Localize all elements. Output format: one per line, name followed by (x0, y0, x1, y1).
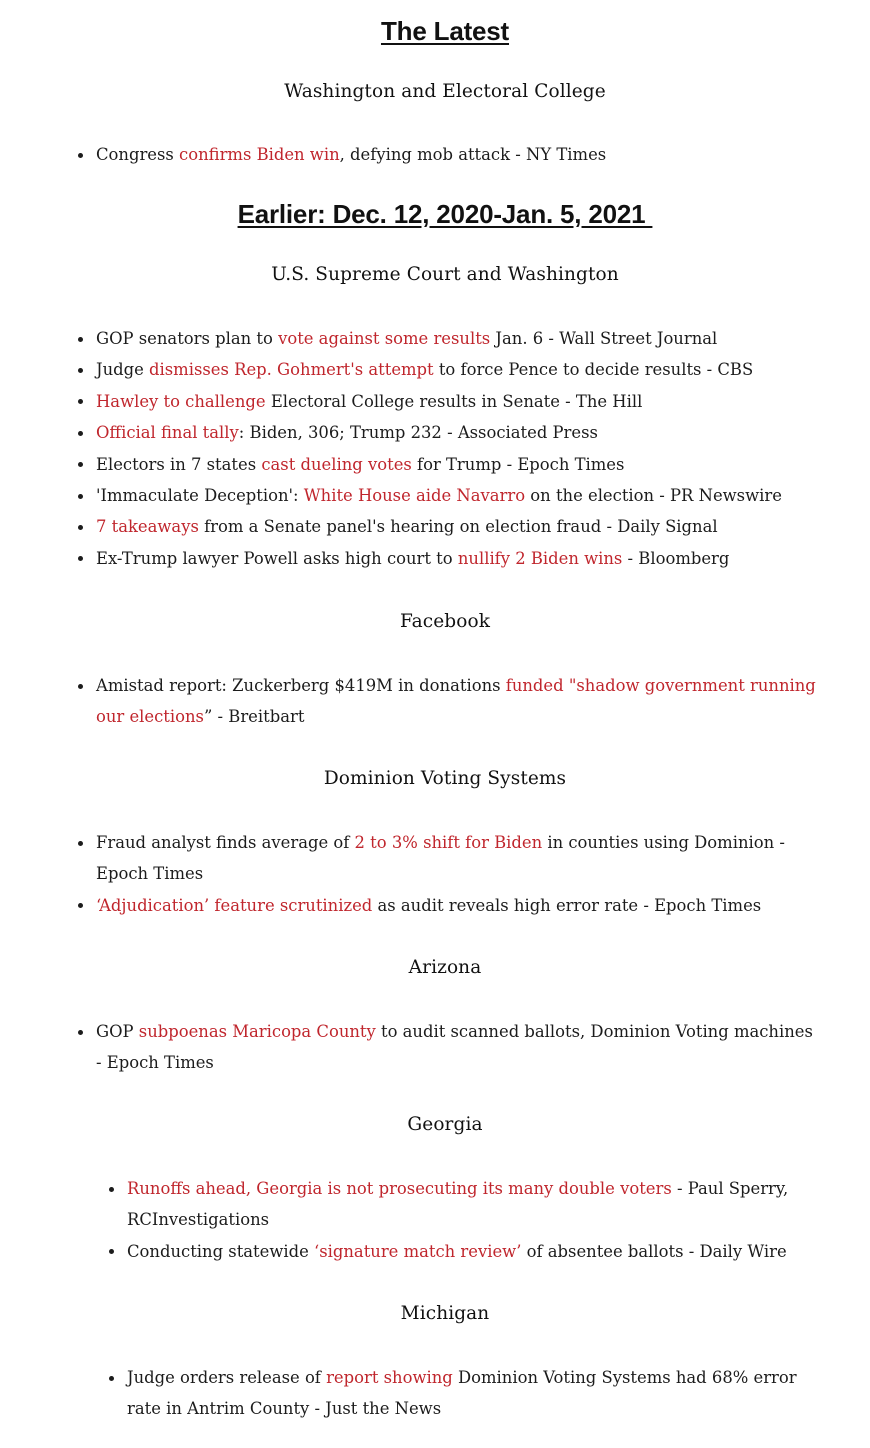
heading-latest: The Latest (380, 16, 510, 46)
item-text: - Bloomberg (622, 548, 730, 568)
list-item (96, 1016, 821, 1079)
item-text: in counties using Dominion - Epoch Times (96, 833, 785, 884)
item-text: Ex-Trump lawyer Powell asks high court to (96, 548, 458, 568)
item-text: for Trump - Epoch Times (411, 454, 625, 474)
item-text: : Biden, 306; Trump 232 - Associated Press (238, 423, 598, 443)
list-item (96, 543, 836, 574)
section-title-arizona: Arizona (408, 957, 482, 978)
article-link[interactable]: 2 to 3% shift for Biden (354, 833, 543, 852)
section-title-wash: Washington and Electoral College (284, 81, 606, 102)
section-title-facebook: Facebook (399, 611, 491, 632)
list-item (127, 1236, 827, 1267)
item-text: to force Pence to decide results - CBS (433, 360, 754, 380)
item-text: Conducting statewide (127, 1241, 315, 1261)
list-michigan (127, 1362, 827, 1425)
article-link[interactable]: White House aide Navarro (303, 486, 526, 506)
article-link[interactable]: cast dueling votes (261, 454, 412, 474)
item-text: as audit reveals high error rate - Epoch Times (372, 895, 762, 915)
article-link[interactable]: dismisses Rep. Gohmert's attempt (149, 360, 434, 380)
article-link[interactable]: report showing (326, 1368, 453, 1387)
item-text: Congress (96, 145, 180, 164)
item-text: , defying mob attack - NY Times (339, 145, 607, 164)
article-link[interactable]: subpoenas Maricopa County (138, 1022, 376, 1041)
article-link[interactable]: nullify 2 Biden wins (457, 548, 623, 568)
list-item (96, 890, 821, 921)
item-text: GOP senators plan to (96, 329, 279, 348)
item-text: to audit scanned ballots, Dominion Voting machines - Epoch Times (96, 1022, 813, 1073)
list-item (127, 1362, 827, 1425)
list-item (96, 449, 836, 480)
list-item (127, 1173, 827, 1236)
item-text: Electoral College results in Senate - The Hill (265, 391, 643, 411)
item-text: Judge (96, 360, 150, 380)
list-item (96, 670, 831, 733)
item-text: 'Immaculate Deception': (96, 486, 304, 506)
item-text: Jan. 6 - Wall Street Journal (490, 329, 718, 348)
heading-earlier: Earlier: Dec. 12, 2020-Jan. 5, 2021 (237, 199, 653, 229)
item-text: Electors in 7 states (96, 454, 262, 474)
article-link[interactable]: Official final tally (96, 423, 239, 443)
list-item (96, 417, 836, 448)
item-text: of absentee ballots - Daily Wire (521, 1241, 787, 1261)
section-title-michigan: Michigan (400, 1303, 490, 1324)
list-dominion (96, 827, 821, 921)
list-arizona (96, 1016, 821, 1079)
item-text: GOP (96, 1022, 139, 1041)
item-text: ” - Breitbart (203, 707, 305, 727)
list-item (96, 323, 836, 354)
list-item (96, 139, 836, 170)
item-text: from a Senate panel's hearing on election fraud - Daily Signal (198, 517, 718, 537)
section-title-scotus: U.S. Supreme Court and Washington (271, 264, 619, 285)
item-text: Dominion Voting Systems had 68% error rate in Antrim County - Just the News (127, 1368, 797, 1419)
article-link[interactable]: 7 takeaways (96, 517, 199, 537)
list-item (96, 827, 821, 890)
article-link[interactable]: Hawley to challenge (96, 391, 266, 411)
article-link[interactable]: ‘Adjudication’ feature scrutinized (96, 895, 373, 915)
item-text: Judge orders release of (127, 1368, 327, 1387)
item-text: Fraud analyst finds average of (96, 833, 355, 852)
list-item (96, 354, 836, 385)
list-facebook (96, 670, 831, 733)
item-text: on the election - PR Newswire (525, 486, 782, 506)
list-item (96, 511, 836, 542)
article-link[interactable]: Runoffs ahead, Georgia is not prosecuting its many double voters (127, 1179, 672, 1198)
list-item (96, 386, 836, 417)
article-link[interactable]: funded "shadow government running our elections (96, 676, 816, 727)
item-text: Amistad report: Zuckerberg $419M in donations (96, 676, 506, 695)
article-link[interactable]: ‘signature match review’ (314, 1241, 522, 1261)
list-item (96, 480, 836, 511)
section-title-georgia: Georgia (407, 1114, 483, 1135)
list-georgia (127, 1173, 827, 1267)
article-link[interactable]: vote against some results (278, 329, 491, 348)
article-link[interactable]: confirms Biden win (179, 145, 340, 164)
list-wash (96, 139, 836, 170)
list-scotus (96, 323, 836, 574)
item-text: - Paul Sperry, RCInvestigations (127, 1179, 789, 1230)
section-title-dominion: Dominion Voting Systems (323, 768, 567, 789)
